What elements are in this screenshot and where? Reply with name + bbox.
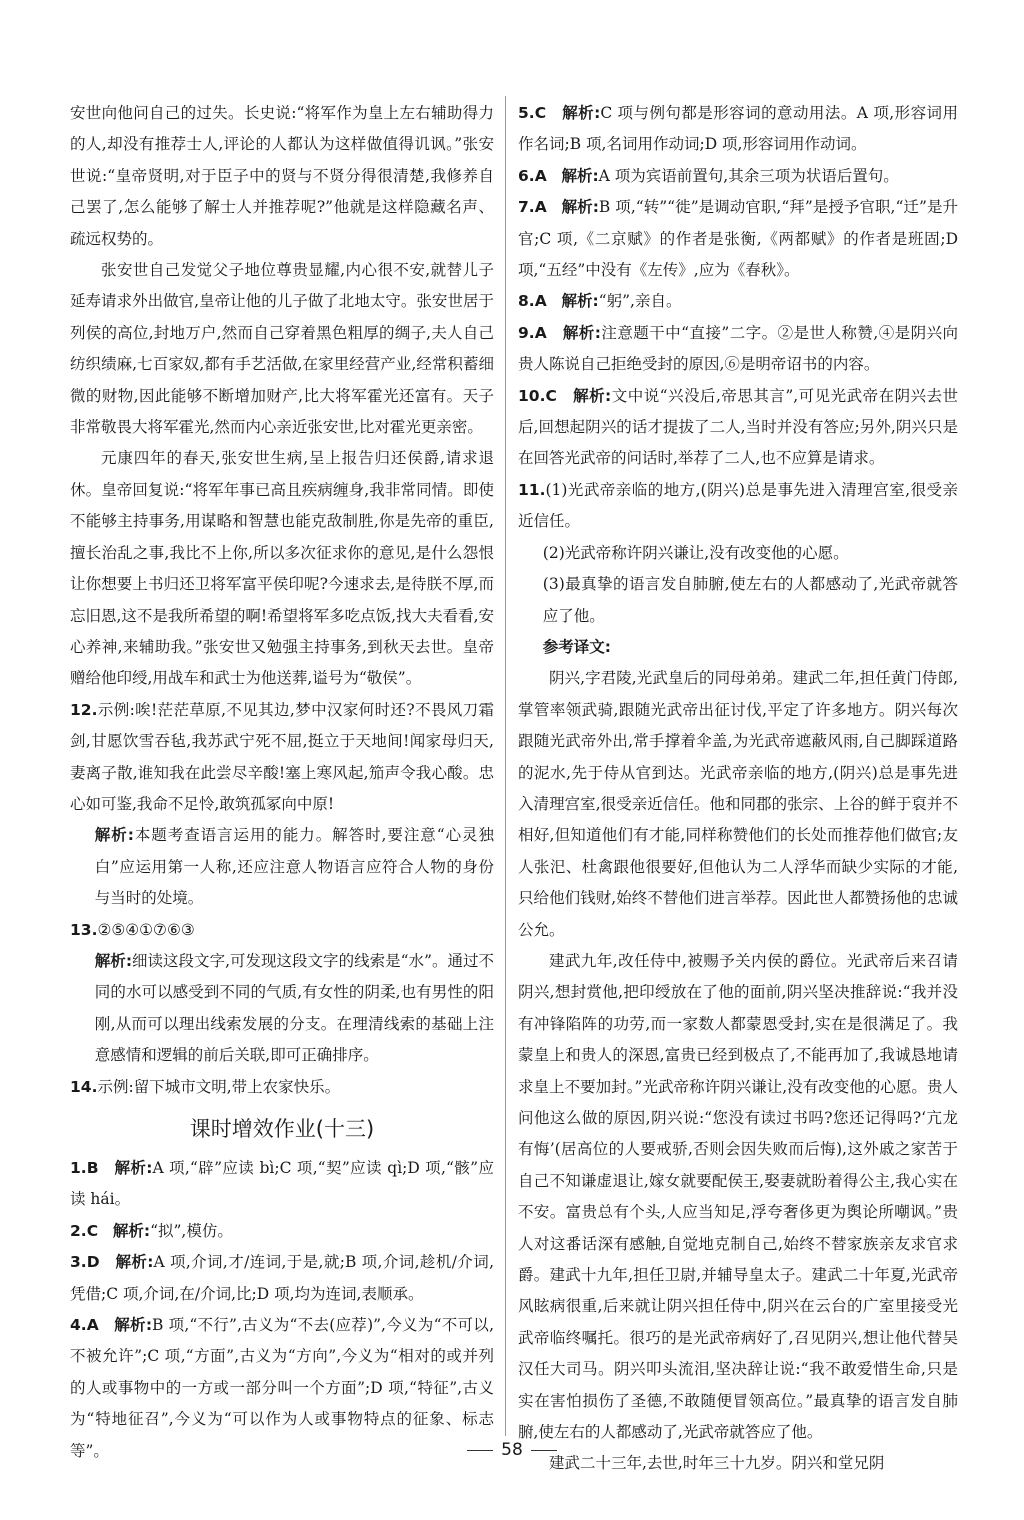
answer-choice: A: [534, 323, 547, 342]
answer-choice: D: [86, 1253, 100, 1272]
answer-1: [70, 1153, 494, 1216]
left-column: [70, 98, 494, 1467]
analysis-label: 解析:: [112, 1221, 151, 1240]
question-number: 3.: [70, 1253, 87, 1272]
analysis-text: “躬”,亲自。: [598, 292, 682, 311]
analysis-label: 解析:: [94, 951, 133, 970]
answer-choice: C: [545, 386, 557, 405]
answer-2: [70, 1216, 494, 1247]
question-number: 1.: [70, 1159, 87, 1177]
answer-6: [518, 161, 958, 192]
answer-8: [518, 286, 958, 317]
answer-choice: C: [86, 1221, 99, 1240]
footer-dash: [531, 1450, 557, 1451]
question-14: [70, 1072, 494, 1103]
answer-5: [518, 98, 958, 161]
analysis-label: 解析:: [114, 1159, 153, 1177]
question-number: 7.: [518, 198, 535, 217]
reference-translation-label: 参考译文:: [542, 637, 611, 656]
question-number: 5.: [518, 104, 535, 122]
analysis-label: 解析:: [114, 1316, 153, 1335]
question-number: 10.: [518, 386, 546, 405]
analysis-text: 本题考查语言运用的能力。解答时,要注意“心灵独白”应运用第一人称,还应注意人物语言应符合人物的身份与当时的处境。: [94, 826, 494, 908]
analysis-text: B 项,“不行”,古义为“不去(应荐)”,今义为“不可以,不被允许”;C 项,“方面”,古义为“方向”,今义为“相对的或并列的人或事物中的一方或一部分叫一个方面”;D 项,“特征”,古义为“特地征召”,今义为“可以作为人或事物特点的征象、标志等”。: [70, 1316, 494, 1460]
translation-paragraph: 张安世自己发觉父子地位尊贵显耀,内心很不安,就替儿子延寿请求外出做官,皇帝让他的儿子做了北地太守。张安世居于列侯的高位,封地万户,然而自己穿着黑色粗厚的绸子,夫人自己纺织绩麻,七百家奴,都有手艺活做,在家里经营产业,经常积蓄细微的财物,因此能够不断增加财产,比大将军霍光还富有。天子非常敬畏大将军霍光,然而内心亲近张安世,比对霍光更亲密。: [70, 261, 494, 437]
analysis-label: 解析:: [562, 104, 601, 122]
analysis-label: 解析:: [573, 386, 612, 405]
question-number: 2.: [70, 1221, 87, 1240]
page-number: 58: [501, 1440, 523, 1460]
answer-text: 示例:唉!茫茫草原,不见其边,梦中汉家何时还?不畏风刀霜剑,甘愿饮雪吞毡,我苏武宁死不屈,挺立于天地间!闻家母归天,妻离子散,谁知我在此尝尽辛酸!塞上寒风起,笳声令我心酸。忠心如可鉴,我命不足怜,敢筑孤冢向中原!: [70, 700, 494, 813]
translation-paragraph: 阴兴,字君陵,光武皇后的同母弟弟。建武二年,担任黄门侍郎,掌管率领武骑,跟随光武帝出征讨伐,平定了许多地方。阴兴每次跟随光武帝外出,常手撑着伞盖,为光武帝遮蔽风雨,自己脚踩道路的泥水,先于侍从官到达。光武帝亲临的地方,(阴兴)总是事先进入清理宫室,很受亲近信任。他和同郡的张宗、上谷的鲜于裒并不相好,但知道他们有才能,同样称赞他们的长处而推荐他们做官;友人张汜、杜禽跟他很要好,但他认为二人浮华而缺少实际的才能,只给他们钱财,始终不替他们进言举荐。因此世人都赞扬他的忠诚公允。: [518, 669, 958, 939]
page-footer: [0, 1440, 1024, 1460]
answer-choice: A: [534, 292, 547, 311]
answer-choice: C: [534, 104, 547, 122]
answer-11: [518, 475, 958, 538]
answer-text: ②⑤④①⑦⑥③: [97, 920, 195, 939]
section-heading: 课时增效作业(十三): [189, 1117, 375, 1141]
answer-text: 示例:留下城市文明,带上农家快乐。: [97, 1077, 341, 1096]
analysis-text: A 项,介词,才/连词,于是,就;B 项,介词,趁机/介词,凭借;C 项,介词,在/介词,比;D 项,均为连词,表顺承。: [70, 1253, 494, 1303]
translation-paragraph: 建武九年,改任侍中,被赐予关内侯的爵位。光武帝后来召请阴兴,想封赏他,把印绶放在了他的面前,阴兴坚决推辞说:“我并没有冲锋陷阵的功劳,而一家数人都蒙恩受封,实在是很满足了。我蒙皇上和贵人的深恩,富贵已经到极点了,不能再加了,我诚恳地请求皇上不要加封。”光武帝称许阴兴谦让,没有改变他的心愿。贵人问他这么做的原因,阴兴说:“您没有读过书吗?您还记得吗?‘亢龙有悔’(居高位的人要戒骄,否则会因失败而后悔),这外戚之家苦于自己不知谦虚退让,嫁女就要配侯王,娶妻就盼着得公主,我心实在不安。富贵总有个头,人应当知足,浮夸奢侈更为舆论所嘲讽。”贵人对这番话深有感触,自觉地克制自己,始终不替家族亲友求官求爵。建武十九年,担任卫尉,并辅导皇太子。建武二十年夏,光武帝风眩病很重,后来就让阴兴担任侍中,阴兴在云台的广室里接受光武帝临终嘱托。很巧的是光武帝病好了,召见阴兴,想让他代替吴汉任大司马。阴兴叩头流泪,坚决辞让说:“我不敢爱惜生命,只是实在害怕损伤了圣德,不敢随便冒领高位。”最真挚的语言发自肺腑,使左右的人都感动了,光武帝就答应了他。: [518, 951, 958, 1442]
right-column: [518, 98, 958, 1480]
analysis-label: 解析:: [115, 1253, 154, 1272]
analysis-text: “拟”,模仿。: [150, 1221, 233, 1240]
translation-paragraph: 元康四年的春天,张安世生病,呈上报告归还侯爵,请求退休。皇帝回复说:“将军年事已高且疾病缠身,我非常同情。即使不能够主持事务,用谋略和智慧也能克敌制胜,你是先帝的重臣,擅长治乱之事,我比不上你,所以多次征求你的意见,是什么怨恨让你想要上书归还卫将军富平侯印呢?今速求去,是待朕不厚,而忘旧恩,这不是我所希望的啊!希望将军多吃点饭,找大夫看看,安心养神,来辅助我。”张安世又勉强主持事务,到秋天去世。皇帝赠给他印绶,用战车和武士为他送葬,谥号为“敬侯”。: [70, 449, 495, 688]
answer-10: [518, 381, 958, 475]
analysis-text: C 项与例句都是形容词的意动用法。A 项,形容词用作名词;B 项,名词用作动词;D 项,形容词用作动词。: [518, 104, 959, 154]
analysis-13: [70, 946, 494, 1072]
answer-9: [518, 318, 958, 381]
analysis-text: 注意题干中“直接”二字。②是世人称赞,④是阴兴向贵人陈说自己拒绝受封的原因,⑥是明帝诏书的内容。: [518, 323, 959, 374]
answer-11-part: (2)光武帝称许阴兴谦让,没有改变他的心愿。: [542, 543, 849, 562]
answer-3: [70, 1247, 494, 1310]
answer-choice: B: [86, 1159, 99, 1177]
footer-dash: [467, 1450, 493, 1451]
question-number: 12.: [70, 700, 98, 719]
analysis-label: 解析:: [562, 323, 601, 342]
answer-choice: A: [86, 1316, 99, 1335]
analysis-text: B 项,“转”“徙”是调动官职,“拜”是授予官职,“迁”是升官;C 项,《二京赋》的作者是张衡,《两都赋》的作者是班固;D 项,“五经”中没有《左传》,应为《春秋》。: [518, 198, 958, 280]
analysis-text: A 项,“辟”应读 bì;C 项,“契”应读 qì;D 项,“骸”应读 hái。: [70, 1159, 494, 1209]
answer-choice: A: [534, 198, 547, 217]
answer-11-part: (3)最真挚的语言发自肺腑,使左右的人都感动了,光武帝就答应了他。: [542, 575, 958, 625]
question-number: 6.: [518, 166, 535, 185]
question-number: 9.: [518, 323, 535, 342]
translation-paragraph: 安世向他问自己的过失。长史说:“将军作为皇上左右辅助得力的人,却没有推荐士人,评论的人都认为这样做值得讥讽。”张安世说:“皇帝贤明,对于臣子中的贤与不贤分得很清楚,我修养自己罢了,怎么能够了解士人并推荐呢?”他就是这样隐藏名声、疏远权势的。: [70, 104, 494, 248]
answer-text: (1)光武帝亲临的地方,(阴兴)总是事先进入清理宫室,很受亲近信任。: [518, 480, 958, 531]
analysis-text: A 项为宾语前置句,其余三项为状语后置句。: [598, 166, 899, 185]
question-number: 4.: [70, 1316, 87, 1335]
translation-paragraph: 建武二十三年,去世,时年三十九岁。阴兴和堂兄阴: [549, 1454, 885, 1473]
column-divider: [505, 96, 506, 1436]
answer-choice: A: [534, 166, 547, 185]
analysis-text: 细读这段文字,可发现这段文字的线索是“水”。通过不同的水可以感受到不同的气质,有女性的阴柔,也有男性的阳刚,从而可以理出线索发展的分支。在理清线索的基础上注意感情和逻辑的前后关联,即可正确排序。: [94, 951, 494, 1065]
question-number: 11.: [518, 480, 546, 499]
question-number: 13.: [70, 920, 98, 939]
analysis-label: 解析:: [94, 826, 134, 845]
analysis-label: 解析:: [561, 198, 599, 217]
question-number: 14.: [70, 1077, 98, 1096]
analysis-label: 解析:: [561, 292, 599, 311]
analysis-12: [70, 820, 494, 914]
analysis-text: 文中说“兴没后,帝思其言”,可见光武帝在阴兴去世后,回想起阴兴的话才提拔了二人,当时并没有答应;另外,阴兴只是在回答光武帝的问话时,举荐了二人,也不应算是请求。: [518, 386, 959, 468]
question-number: 8.: [518, 292, 535, 311]
analysis-label: 解析:: [561, 166, 599, 185]
answer-7: [518, 192, 958, 286]
question-13: [70, 915, 494, 946]
question-12: [70, 695, 494, 821]
